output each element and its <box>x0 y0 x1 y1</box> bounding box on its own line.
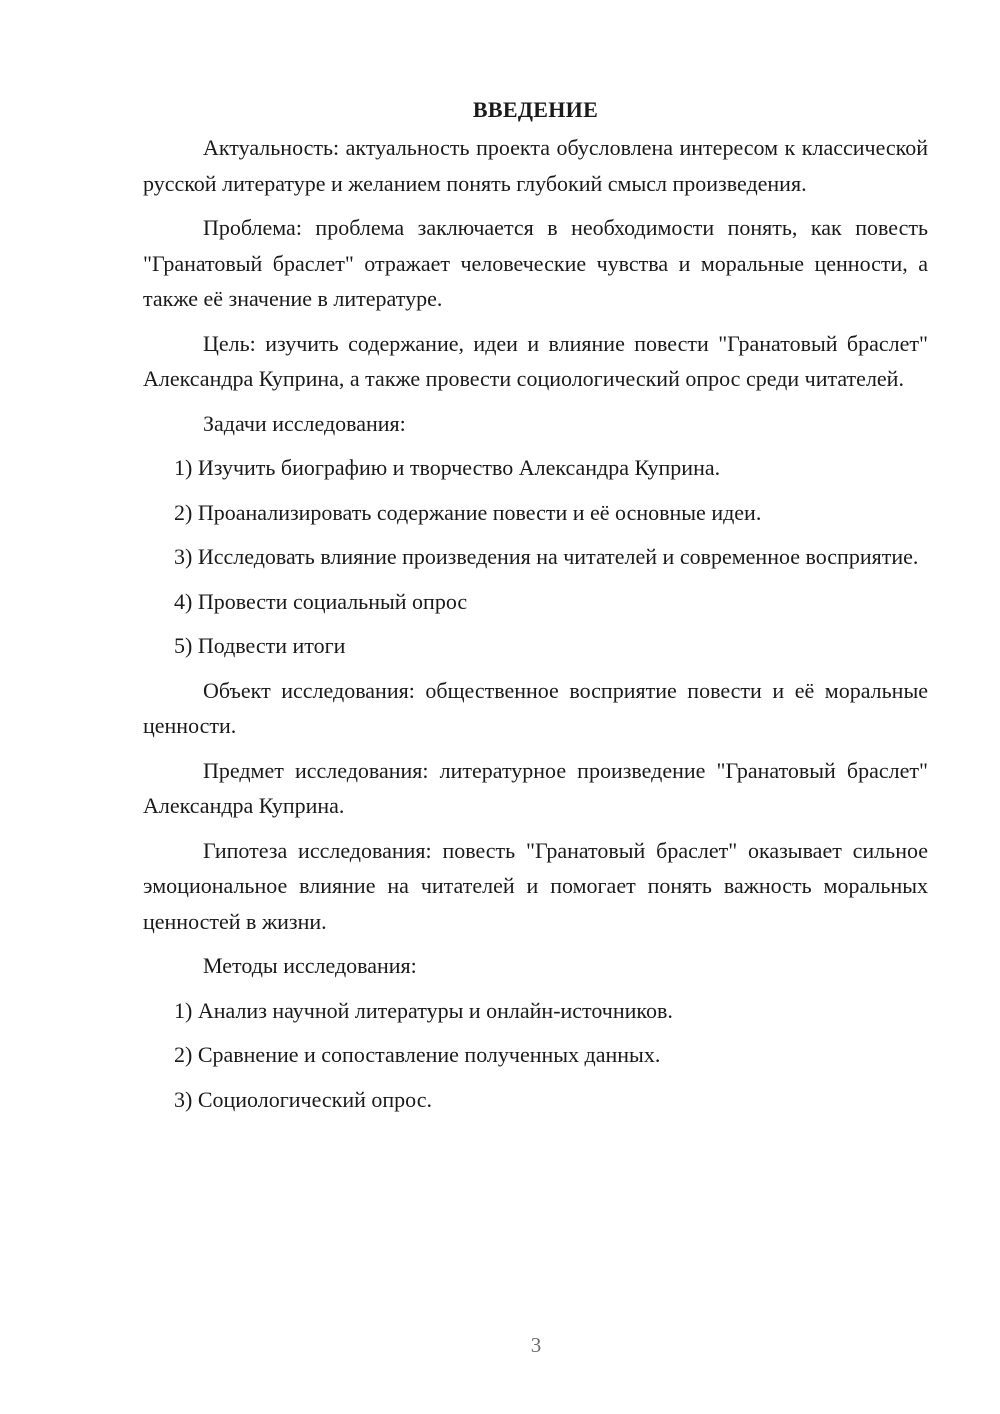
task-item: 4) Провести социальный опрос <box>174 588 468 614</box>
task-item: 3) Исследовать влияние произведения на читателей и современное восприятие. <box>174 544 919 569</box>
tasks-list <box>143 450 928 664</box>
task-item: 2) Проанализировать содержание повести и её основные идеи. <box>174 499 762 525</box>
subject-paragraph: Предмет исследования: литературное произведение "Гранатовый браслет" Александра Куприна. <box>143 757 928 818</box>
object-paragraph: Объект исследования: общественное восприятие повести и её моральные ценности. <box>143 677 928 738</box>
task-item: 5) Подвести итоги <box>174 633 346 658</box>
document-body <box>143 92 928 1117</box>
hypothesis-paragraph: Гипотеза исследования: повесть "Гранатовый браслет" оказывает сильное эмоциональное влияние на читателей и помогает понять важность моральных ценностей в жизни. <box>143 837 928 934</box>
method-item: 3) Социологический опрос. <box>174 1086 432 1112</box>
goal-paragraph: Цель: изучить содержание, идеи и влияние повести "Гранатовый браслет" Александра Куприна, а также провести социологический опрос среди читателей. <box>143 330 928 391</box>
method-item: 2) Сравнение и сопоставление полученных данных. <box>174 1042 661 1067</box>
methods-list <box>143 993 928 1118</box>
section-heading: ВВЕДЕНИЕ <box>472 97 599 122</box>
tasks-heading: Задачи исследования: <box>203 410 406 436</box>
relevance-paragraph: Актуальность: актуальность проекта обусловлена интересом к классической русской литературе и желанием понять глубокий смысл произведения. <box>143 135 928 196</box>
page-number: 3 <box>530 1333 542 1357</box>
problem-paragraph: Проблема: проблема заключается в необходимости понять, как повесть "Гранатовый браслет" отражает человеческие чувства и моральные ценности, а также её значение в литературе. <box>143 215 928 311</box>
task-item: 1) Изучить биографию и творчество Александра Куприна. <box>174 455 721 480</box>
method-item: 1) Анализ научной литературы и онлайн-источников. <box>174 997 673 1023</box>
methods-heading: Методы исследования: <box>203 953 417 978</box>
